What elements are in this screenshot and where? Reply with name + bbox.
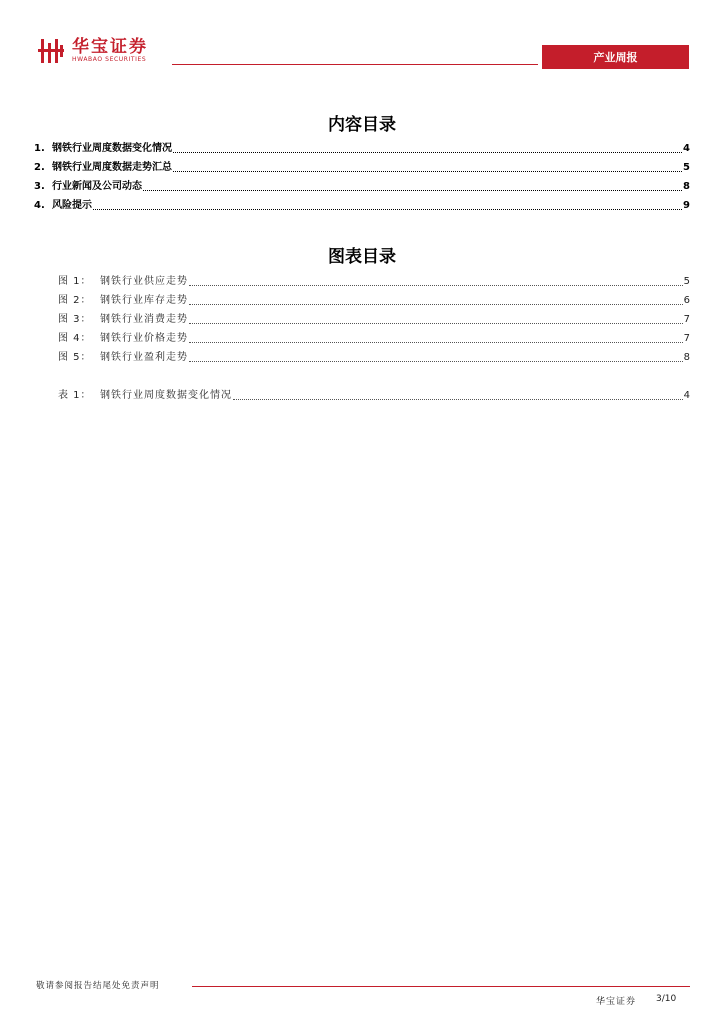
toc-title: 内容目录 xyxy=(328,115,396,135)
figure-entry-label: 图 4： xyxy=(58,333,92,344)
table-entry-page: 4 xyxy=(683,390,690,401)
disclaimer-text: 敬请参阅报告结尾处免责声明 xyxy=(36,981,160,991)
dot-leader xyxy=(93,209,682,210)
figure-entry[interactable] xyxy=(58,332,690,346)
header-divider xyxy=(172,64,538,65)
table-entry[interactable] xyxy=(58,389,690,403)
logo-chinese-text: 华宝证券 xyxy=(72,37,148,57)
figure-entry-label: 图 2： xyxy=(58,295,92,306)
toc-entry-text: 钢铁行业周度数据变化情况 xyxy=(52,143,172,154)
dot-leader xyxy=(143,190,682,191)
report-type-badge: 产业周报 xyxy=(542,45,689,69)
toc-entry-page: 5 xyxy=(683,162,690,173)
figure-entry[interactable] xyxy=(58,294,690,308)
toc-entry[interactable] xyxy=(34,199,690,213)
logo-mark-icon xyxy=(38,37,68,65)
dot-leader xyxy=(189,285,683,286)
figure-entry-page: 8 xyxy=(683,352,690,363)
toc-entry-page: 9 xyxy=(683,200,690,211)
table-entry-text: 钢铁行业周度数据变化情况 xyxy=(100,390,232,401)
dot-leader xyxy=(189,323,683,324)
figure-entry-page: 7 xyxy=(683,333,690,344)
dot-leader xyxy=(189,342,683,343)
toc-entry-number: 3. xyxy=(34,181,45,192)
toc-entry-page: 8 xyxy=(683,181,690,192)
table-entry-label: 表 1： xyxy=(58,390,92,401)
dot-leader xyxy=(173,152,682,153)
figure-entry[interactable] xyxy=(58,275,690,289)
toc-entry[interactable] xyxy=(34,180,690,194)
dot-leader xyxy=(173,171,682,172)
figure-entry-text: 钢铁行业盈利走势 xyxy=(100,352,188,363)
toc-entry-number: 4. xyxy=(34,200,45,211)
toc-entry-text: 风险提示 xyxy=(52,200,92,211)
figure-entry-label: 图 1： xyxy=(58,276,92,287)
figure-entry-label: 图 3： xyxy=(58,314,92,325)
dot-leader xyxy=(233,399,683,400)
figure-entry[interactable] xyxy=(58,351,690,365)
figure-entry-page: 5 xyxy=(683,276,690,287)
toc-entry-page: 4 xyxy=(683,143,690,154)
figure-entry-label: 图 5： xyxy=(58,352,92,363)
figures-title: 图表目录 xyxy=(328,247,396,267)
toc-entry-text: 钢铁行业周度数据走势汇总 xyxy=(52,162,172,173)
figure-entry-page: 7 xyxy=(683,314,690,325)
page-number: 3/10 xyxy=(656,994,677,1004)
figure-entry-text: 钢铁行业库存走势 xyxy=(100,295,188,306)
figure-entry-text: 钢铁行业供应走势 xyxy=(100,276,188,287)
toc-entry[interactable] xyxy=(34,142,690,156)
footer-company: 华宝证券 xyxy=(596,997,637,1007)
figure-entry-text: 钢铁行业消费走势 xyxy=(100,314,188,325)
figure-entry[interactable] xyxy=(58,313,690,327)
company-logo xyxy=(38,36,148,66)
dot-leader xyxy=(189,304,683,305)
figure-entry-page: 6 xyxy=(683,295,690,306)
toc-entry-number: 2. xyxy=(34,162,45,173)
dot-leader xyxy=(189,361,683,362)
figure-entry-text: 钢铁行业价格走势 xyxy=(100,333,188,344)
toc-entry-number: 1. xyxy=(34,143,45,154)
toc-entry-text: 行业新闻及公司动态 xyxy=(52,181,142,192)
toc-entry[interactable] xyxy=(34,161,690,175)
logo-english-text: HWABAO SECURITIES xyxy=(72,56,147,63)
footer-divider xyxy=(192,986,690,987)
